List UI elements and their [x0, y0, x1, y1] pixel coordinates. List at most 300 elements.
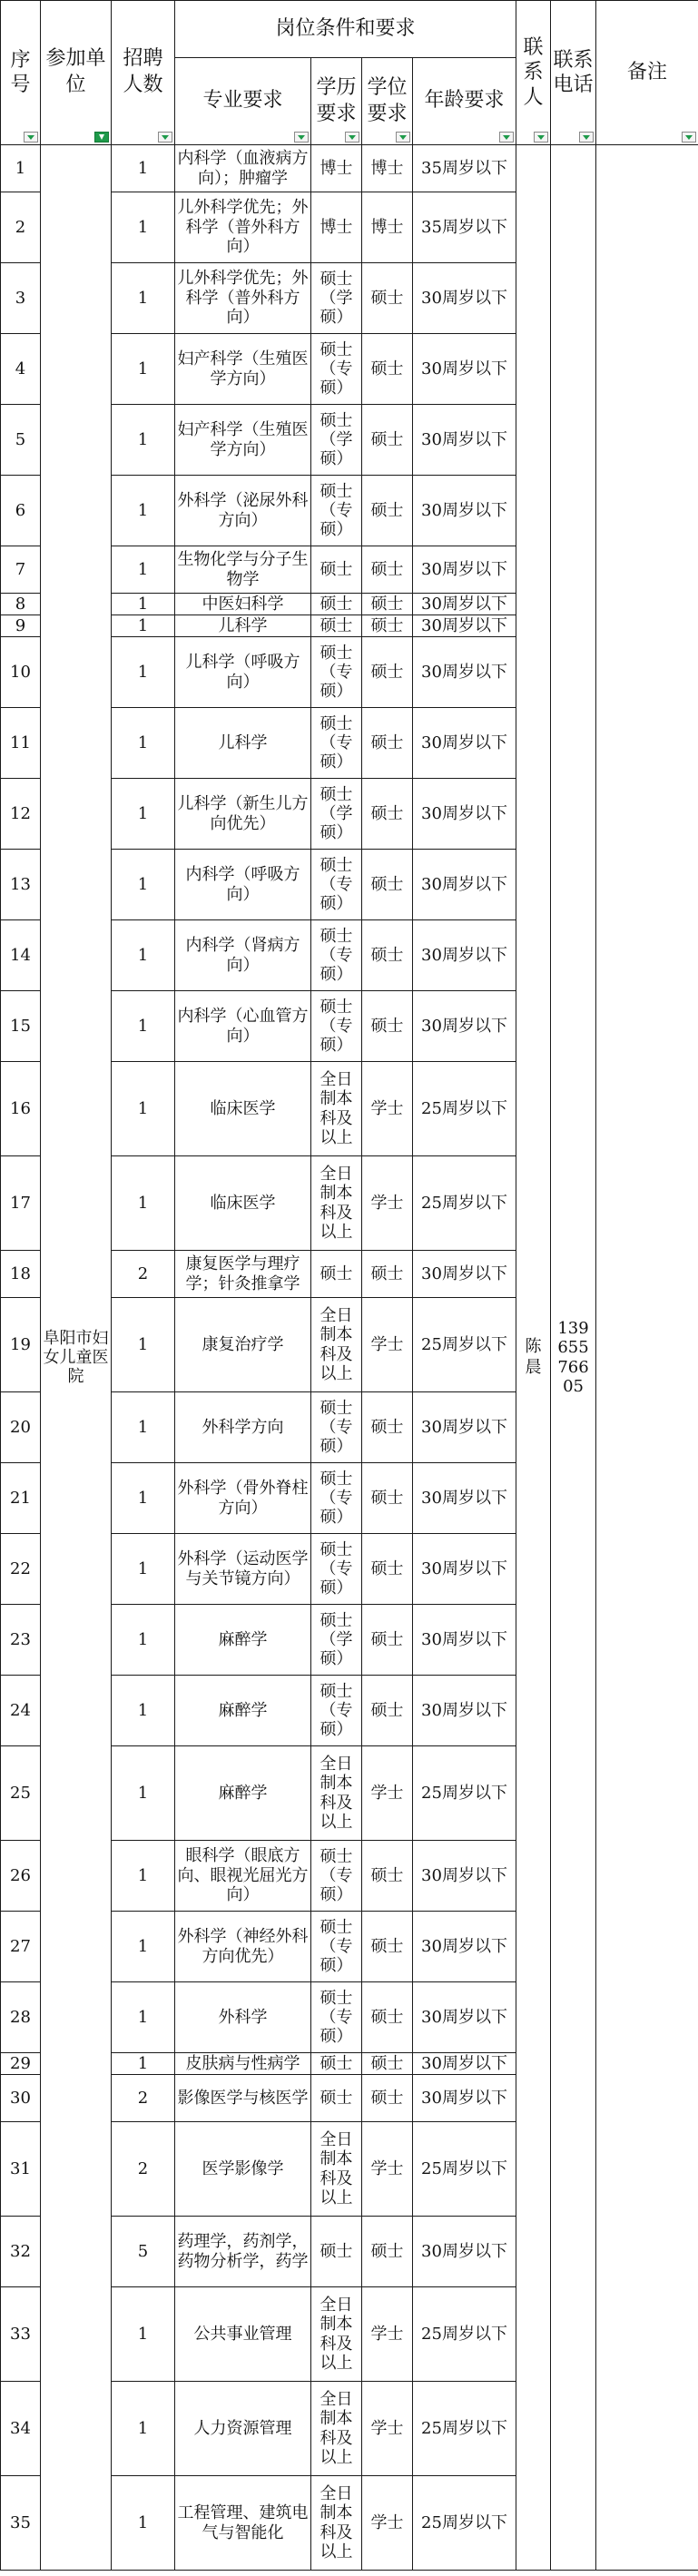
count-cell-text: 1: [137, 945, 149, 965]
degree-cell: [362, 1841, 413, 1912]
education-cell-text: 硕士（专硕）: [320, 1846, 353, 1905]
count-cell-text: 1: [137, 158, 149, 178]
education-cell: [311, 334, 362, 405]
age-cell-text: 30周岁以下: [421, 359, 507, 379]
degree-cell: [362, 2122, 413, 2217]
count-cell-text: 1: [137, 1700, 149, 1720]
count-cell: [112, 1062, 175, 1156]
education-cell-text: 硕士（专硕）: [320, 926, 353, 985]
degree-cell: [362, 145, 413, 192]
degree-cell-text: 硕士: [370, 615, 404, 635]
degree-cell-text: 硕士: [370, 429, 404, 449]
seq-cell-text: 32: [10, 2241, 31, 2261]
seq-cell-text: 33: [10, 2324, 31, 2344]
count-cell-text: 1: [137, 803, 149, 823]
major-cell-text: 妇产科学（生殖医学方向）: [177, 349, 309, 388]
degree-cell: [362, 637, 413, 708]
education-cell: [311, 850, 362, 920]
education-cell: [311, 2287, 362, 2382]
seq-cell: [1, 546, 41, 594]
seq-cell-text: 5: [15, 429, 26, 449]
count-cell: [112, 2476, 175, 2571]
phone-cell: [551, 145, 596, 2571]
age-cell: [413, 1392, 516, 1463]
count-cell-text: 1: [137, 874, 149, 894]
age-cell: [413, 263, 516, 334]
education-cell-text: 全日制本科及以上: [320, 1306, 353, 1383]
degree-cell-text: 硕士: [370, 803, 404, 823]
count-cell-text: 2: [137, 2088, 149, 2108]
count-cell-text: 1: [137, 1488, 149, 1508]
seq-cell: [1, 920, 41, 991]
count-cell: [112, 850, 175, 920]
education-cell: [311, 192, 362, 263]
major-cell-text: 外科学: [218, 2007, 268, 2027]
degree-cell-text: 博士: [370, 158, 404, 178]
age-cell-text: 25周岁以下: [421, 1783, 507, 1803]
header-phone: [551, 1, 596, 145]
seq-cell: [1, 192, 41, 263]
seq-cell-text: 18: [10, 1263, 31, 1283]
header-contact: [516, 1, 551, 145]
seq-cell-text: 23: [10, 1629, 31, 1649]
major-cell: [175, 1676, 311, 1746]
education-cell-text: 硕士: [320, 2088, 353, 2108]
education-cell-text: 硕士: [320, 2241, 353, 2261]
degree-cell: [362, 1156, 413, 1251]
table-body: [1, 145, 698, 2571]
education-cell: [311, 1982, 362, 2053]
degree-cell-text: 硕士: [370, 662, 404, 682]
age-cell-text: 30周岁以下: [421, 732, 507, 752]
major-cell-text: 药理学，药剂学，药物分析学，药学: [177, 2231, 309, 2271]
phone-cell-text: 13965576605: [557, 1319, 589, 1396]
major-cell-text: 皮肤病与性病学: [185, 2053, 300, 2073]
seq-cell: [1, 1676, 41, 1746]
seq-cell-text: 2: [15, 217, 26, 237]
seq-cell-text: 17: [10, 1193, 31, 1213]
count-cell: [112, 1463, 175, 1534]
count-cell-text: 1: [137, 1865, 149, 1885]
seq-cell: [1, 1912, 41, 1982]
major-cell-text: 生物化学与分子生物学: [177, 549, 309, 589]
major-cell: [175, 2287, 311, 2382]
degree-cell: [362, 1912, 413, 1982]
count-cell-text: 1: [137, 559, 149, 579]
count-cell: [112, 1912, 175, 1982]
major-cell-text: 外科学（运动医学与关节镜方向）: [177, 1549, 309, 1588]
header-phone-label: 联系电话: [553, 48, 594, 96]
major-cell-text: 儿科学（呼吸方向）: [185, 652, 300, 692]
degree-cell-text: 硕士: [370, 500, 404, 520]
age-cell-text: 30周岁以下: [421, 429, 507, 449]
age-cell-text: 25周岁以下: [421, 2158, 507, 2178]
education-cell-text: 硕士（专硕）: [320, 1681, 353, 1740]
count-cell-text: 2: [137, 2158, 149, 2178]
count-cell: [112, 1534, 175, 1605]
count-cell: [112, 1298, 175, 1392]
count-cell: [112, 991, 175, 1062]
filter-dropdown-icon[interactable]: [396, 132, 410, 143]
age-cell: [413, 145, 516, 192]
degree-cell: [362, 2217, 413, 2287]
education-cell: [311, 1676, 362, 1746]
degree-cell-text: 学士: [370, 1098, 404, 1118]
count-cell-text: 1: [137, 1417, 149, 1437]
education-cell-text: 硕士: [320, 559, 353, 579]
age-cell-text: 30周岁以下: [421, 1865, 507, 1885]
degree-cell-text: 学士: [370, 2418, 404, 2438]
major-cell-text: 医学影像学: [202, 2158, 284, 2178]
seq-cell: [1, 850, 41, 920]
age-cell-text: 30周岁以下: [421, 803, 507, 823]
header-degree: [362, 58, 413, 145]
header-contact-label: 联系人: [523, 35, 544, 109]
seq-cell: [1, 991, 41, 1062]
education-cell-text: 硕士: [320, 615, 353, 635]
seq-cell: [1, 1156, 41, 1251]
major-cell: [175, 2476, 311, 2571]
degree-cell: [362, 2287, 413, 2382]
major-cell: [175, 145, 311, 192]
count-cell-text: 1: [137, 1016, 149, 1036]
count-cell: [112, 920, 175, 991]
header-seq: [1, 1, 41, 145]
contact-cell-text: 陈晨: [525, 1337, 542, 1377]
remark-cell: [596, 145, 698, 2571]
seq-cell: [1, 1605, 41, 1676]
major-cell-text: 妇产科学（生殖医学方向）: [177, 419, 309, 459]
count-cell: [112, 546, 175, 594]
seq-cell: [1, 476, 41, 546]
header-conditions-label: 岗位条件和要求: [275, 16, 416, 40]
count-cell: [112, 1841, 175, 1912]
education-cell: [311, 1534, 362, 1605]
count-cell: [112, 334, 175, 405]
degree-cell-text: 学士: [370, 2512, 404, 2532]
degree-cell-text: 硕士: [370, 2088, 404, 2108]
major-cell-text: 工程管理、建筑电气与智能化: [177, 2502, 309, 2542]
seq-cell: [1, 263, 41, 334]
degree-cell-text: 硕士: [370, 945, 404, 965]
seq-cell-text: 27: [10, 1936, 31, 1956]
degree-cell-text: 硕士: [370, 2241, 404, 2261]
education-cell-text: 硕士（专硕）: [320, 713, 353, 772]
degree-cell-text: 硕士: [370, 732, 404, 752]
count-cell-text: 1: [137, 1629, 149, 1649]
seq-cell: [1, 2382, 41, 2476]
age-cell-text: 25周岁以下: [421, 2418, 507, 2438]
count-cell: [112, 1982, 175, 2053]
header-conditions: [175, 1, 516, 58]
age-cell: [413, 1746, 516, 1841]
education-cell: [311, 615, 362, 637]
count-cell: [112, 2382, 175, 2476]
seq-cell: [1, 2122, 41, 2217]
degree-cell-text: 硕士: [370, 1700, 404, 1720]
count-cell: [112, 594, 175, 615]
education-cell-text: 硕士: [320, 2053, 353, 2073]
major-cell: [175, 615, 311, 637]
major-cell: [175, 637, 311, 708]
filter-dropdown-icon[interactable]: [345, 132, 359, 143]
major-cell-text: 儿外科学优先；外科学（普外科方向）: [177, 198, 309, 257]
filter-dropdown-icon[interactable]: [579, 132, 594, 143]
seq-cell: [1, 708, 41, 779]
age-cell-text: 30周岁以下: [421, 2007, 507, 2027]
seq-cell-text: 6: [15, 500, 26, 520]
education-cell-text: 硕士（专硕）: [320, 1917, 353, 1976]
education-cell: [311, 1605, 362, 1676]
education-cell: [311, 2122, 362, 2217]
count-cell: [112, 1605, 175, 1676]
seq-cell: [1, 1982, 41, 2053]
education-cell: [311, 405, 362, 476]
count-cell: [112, 779, 175, 850]
seq-cell-text: 3: [15, 288, 26, 308]
education-cell-text: 全日制本科及以上: [320, 2130, 353, 2207]
degree-cell: [362, 476, 413, 546]
major-cell-text: 外科学（骨外脊柱方向）: [177, 1478, 309, 1518]
degree-cell: [362, 2053, 413, 2075]
major-cell: [175, 1062, 311, 1156]
count-cell: [112, 1676, 175, 1746]
age-cell-text: 30周岁以下: [421, 2053, 507, 2073]
degree-cell-text: 博士: [370, 217, 404, 237]
age-cell-text: 30周岁以下: [421, 1700, 507, 1720]
education-cell: [311, 2382, 362, 2476]
filter-dropdown-icon[interactable]: [24, 132, 38, 143]
major-cell: [175, 1156, 311, 1251]
age-cell-text: 30周岁以下: [421, 500, 507, 520]
count-cell-text: 1: [137, 2053, 149, 2073]
seq-cell-text: 20: [10, 1417, 31, 1437]
count-cell: [112, 1392, 175, 1463]
degree-cell: [362, 920, 413, 991]
header-education-label: 学历要求: [316, 75, 357, 125]
age-cell-text: 35周岁以下: [421, 217, 507, 237]
major-cell-text: 儿科学: [218, 732, 268, 752]
major-cell-text: 麻醉学: [218, 1629, 268, 1649]
age-cell: [413, 1062, 516, 1156]
count-cell: [112, 476, 175, 546]
age-cell-text: 25周岁以下: [421, 1098, 507, 1118]
count-cell: [112, 1746, 175, 1841]
count-cell-text: 1: [137, 217, 149, 237]
seq-cell: [1, 1841, 41, 1912]
age-cell: [413, 476, 516, 546]
age-cell-text: 25周岁以下: [421, 1193, 507, 1213]
count-cell-text: 1: [137, 594, 149, 614]
count-cell: [112, 1156, 175, 1251]
count-cell: [112, 192, 175, 263]
education-cell: [311, 779, 362, 850]
count-cell: [112, 2053, 175, 2075]
major-cell-text: 公共事业管理: [193, 2324, 292, 2344]
age-cell: [413, 850, 516, 920]
count-cell: [112, 1251, 175, 1298]
seq-cell: [1, 334, 41, 405]
degree-cell-text: 学士: [370, 1193, 404, 1213]
education-cell: [311, 1062, 362, 1156]
degree-cell: [362, 991, 413, 1062]
contact-cell: [516, 145, 551, 2571]
seq-cell: [1, 1251, 41, 1298]
age-cell-text: 30周岁以下: [421, 288, 507, 308]
degree-cell: [362, 1746, 413, 1841]
education-cell: [311, 1746, 362, 1841]
seq-cell-text: 12: [10, 803, 31, 823]
age-cell-text: 30周岁以下: [421, 1263, 507, 1283]
seq-cell: [1, 2075, 41, 2122]
education-cell-text: 博士: [320, 158, 353, 178]
seq-cell: [1, 1746, 41, 1841]
major-cell: [175, 779, 311, 850]
seq-cell-text: 11: [10, 732, 31, 752]
degree-cell-text: 硕士: [370, 874, 404, 894]
education-cell-text: 硕士（专硕）: [320, 1539, 353, 1598]
education-cell-text: 硕士（学硕）: [320, 784, 353, 843]
education-cell: [311, 2217, 362, 2287]
degree-cell-text: 硕士: [370, 594, 404, 614]
degree-cell: [362, 1062, 413, 1156]
count-cell-text: 1: [137, 359, 149, 379]
age-cell: [413, 2476, 516, 2571]
age-cell-text: 30周岁以下: [421, 1016, 507, 1036]
education-cell-text: 全日制本科及以上: [320, 2296, 353, 2373]
major-cell: [175, 1251, 311, 1298]
education-cell: [311, 920, 362, 991]
header-major: [175, 58, 311, 145]
count-cell-text: 1: [137, 615, 149, 635]
education-cell: [311, 1251, 362, 1298]
education-cell: [311, 476, 362, 546]
major-cell: [175, 1605, 311, 1676]
seq-cell: [1, 2476, 41, 2571]
header-unit: [41, 1, 112, 145]
major-cell: [175, 1982, 311, 2053]
header-education: [311, 58, 362, 145]
count-cell: [112, 2217, 175, 2287]
seq-cell: [1, 1298, 41, 1392]
age-cell-text: 30周岁以下: [421, 615, 507, 635]
major-cell: [175, 850, 311, 920]
major-cell: [175, 708, 311, 779]
filter-dropdown-icon[interactable]: [682, 132, 696, 143]
major-cell-text: 内科学（呼吸方向）: [185, 864, 300, 904]
degree-cell-text: 硕士: [370, 288, 404, 308]
education-cell: [311, 145, 362, 192]
age-cell-text: 30周岁以下: [421, 1629, 507, 1649]
age-cell-text: 30周岁以下: [421, 2088, 507, 2108]
age-cell: [413, 1534, 516, 1605]
degree-cell-text: 学士: [370, 1334, 404, 1354]
seq-cell-text: 26: [10, 1865, 31, 1885]
education-cell: [311, 546, 362, 594]
header-major-label: 专业要求: [202, 89, 283, 113]
seq-cell-text: 35: [10, 2512, 31, 2532]
degree-cell: [362, 2382, 413, 2476]
age-cell-text: 30周岁以下: [421, 2241, 507, 2261]
age-cell-text: 25周岁以下: [421, 2512, 507, 2532]
major-cell: [175, 991, 311, 1062]
degree-cell-text: 硕士: [370, 2053, 404, 2073]
degree-cell: [362, 1463, 413, 1534]
age-cell: [413, 708, 516, 779]
age-cell-text: 30周岁以下: [421, 662, 507, 682]
seq-cell-text: 13: [10, 874, 31, 894]
header-remark-label: 备注: [627, 60, 668, 84]
seq-cell-text: 8: [15, 594, 26, 614]
degree-cell-text: 学士: [370, 2158, 404, 2178]
education-cell-text: 硕士（专硕）: [320, 481, 353, 540]
degree-cell: [362, 1298, 413, 1392]
age-cell: [413, 334, 516, 405]
count-cell: [112, 2075, 175, 2122]
seq-cell: [1, 594, 41, 615]
degree-cell: [362, 334, 413, 405]
education-cell-text: 硕士（专硕）: [320, 997, 353, 1056]
filter-dropdown-icon[interactable]: [158, 132, 172, 143]
major-cell-text: 儿科学（新生儿方向优先）: [177, 793, 309, 833]
major-cell-text: 临床医学: [210, 1098, 276, 1118]
age-cell-text: 30周岁以下: [421, 1488, 507, 1508]
degree-cell: [362, 1676, 413, 1746]
count-cell-text: 1: [137, 2007, 149, 2027]
count-cell-text: 1: [137, 662, 149, 682]
seq-cell: [1, 779, 41, 850]
count-cell-text: 1: [137, 1558, 149, 1578]
header-count-label: 招聘人数: [123, 47, 163, 96]
count-cell: [112, 263, 175, 334]
major-cell-text: 麻醉学: [218, 1700, 268, 1720]
seq-cell-text: 29: [10, 2053, 31, 2073]
age-cell: [413, 1605, 516, 1676]
major-cell: [175, 920, 311, 991]
education-cell-text: 全日制本科及以上: [320, 1165, 353, 1242]
count-cell: [112, 637, 175, 708]
education-cell: [311, 1156, 362, 1251]
degree-cell-text: 硕士: [370, 1263, 404, 1283]
major-cell: [175, 1392, 311, 1463]
major-cell: [175, 405, 311, 476]
filter-dropdown-icon[interactable]: [499, 132, 514, 143]
count-cell-text: 1: [137, 2324, 149, 2344]
filter-dropdown-icon[interactable]: [534, 132, 548, 143]
seq-cell: [1, 2217, 41, 2287]
filter-dropdown-icon[interactable]: [294, 132, 309, 143]
degree-cell-text: 硕士: [370, 1936, 404, 1956]
education-cell: [311, 263, 362, 334]
age-cell: [413, 1912, 516, 1982]
degree-cell-text: 硕士: [370, 1558, 404, 1578]
filter-active-icon[interactable]: [94, 132, 109, 143]
education-cell: [311, 1463, 362, 1534]
seq-cell-text: 31: [10, 2158, 31, 2178]
age-cell: [413, 1298, 516, 1392]
seq-cell-text: 28: [10, 2007, 31, 2027]
degree-cell: [362, 594, 413, 615]
table-row: [1, 145, 698, 192]
degree-cell: [362, 405, 413, 476]
education-cell: [311, 1912, 362, 1982]
degree-cell: [362, 546, 413, 594]
education-cell-text: 全日制本科及以上: [320, 2484, 353, 2561]
seq-cell-text: 24: [10, 1700, 31, 1720]
education-cell: [311, 637, 362, 708]
major-cell-text: 内科学（血液病方向）；肿瘤学: [177, 148, 309, 188]
seq-cell: [1, 1463, 41, 1534]
